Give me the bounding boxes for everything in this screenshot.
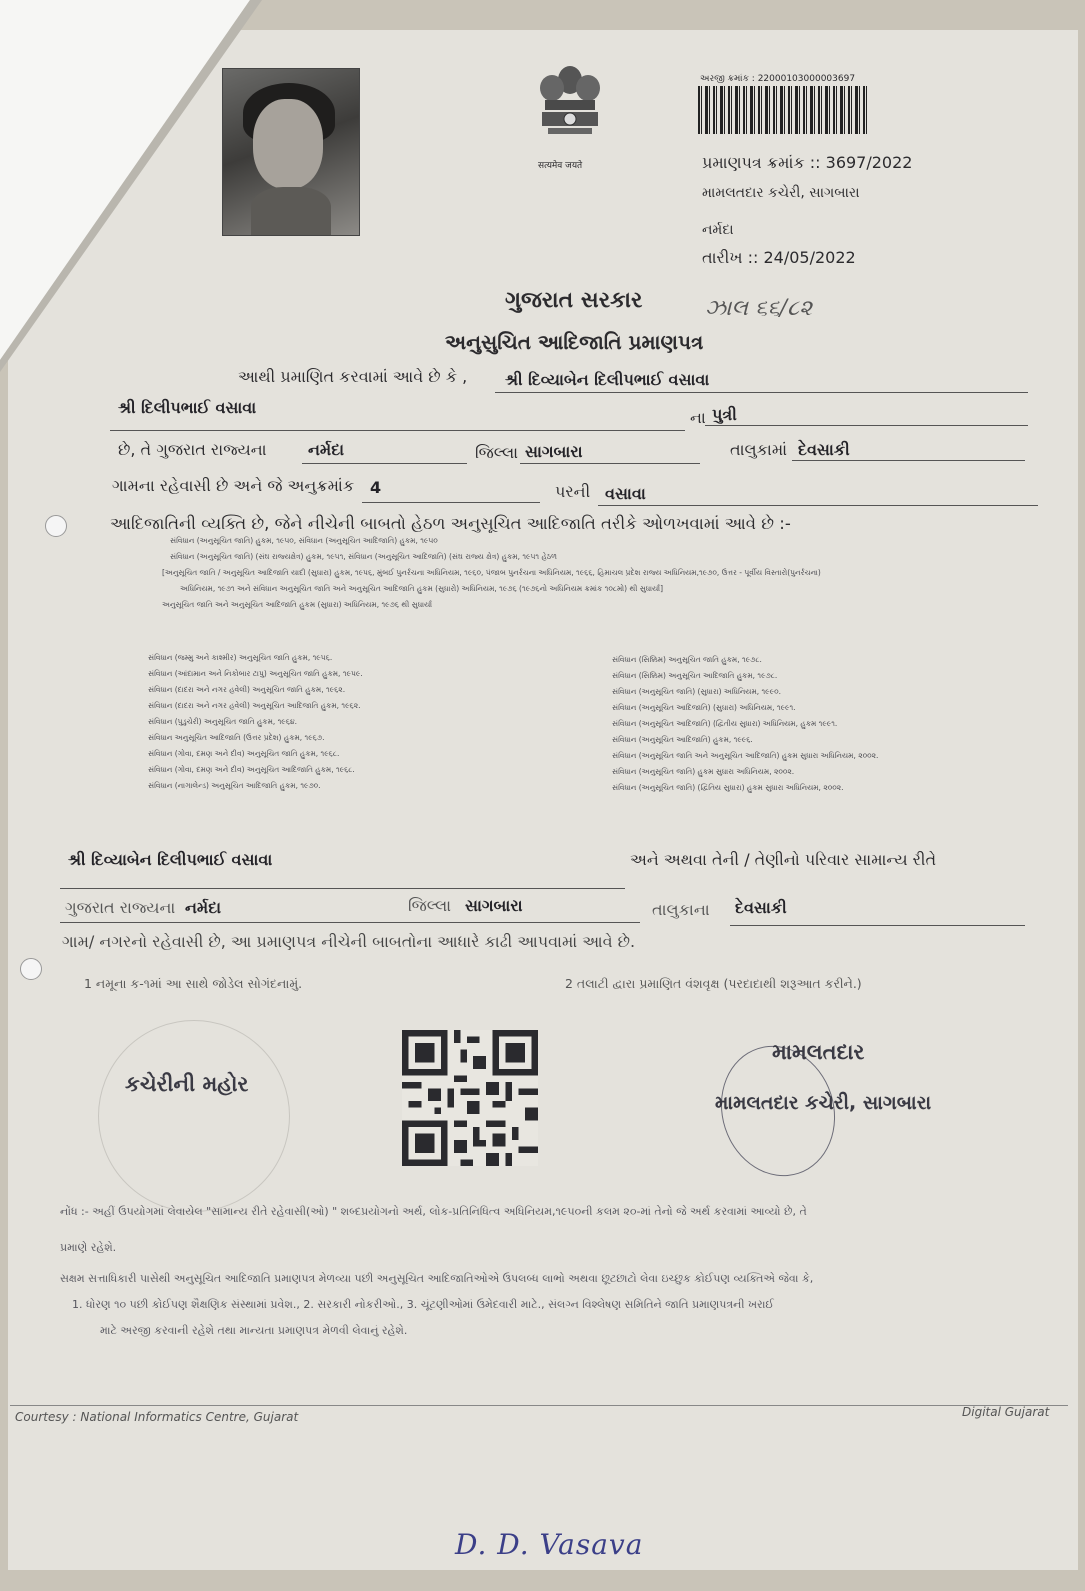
qr-code [402,1025,538,1171]
act-item: સંવિધાન (અનુસૂચિત જાતિ) હુકમ સુધારા અધિનિયમ, ૨૦૦૨. [612,767,795,776]
footer-divider [10,1405,1068,1406]
act-item: સંવિધાન (સિક્કિમ) અનુસૂચિત જાતિ હુકમ, ૧૯૭૮. [612,655,762,664]
acts-left-list [148,650,363,794]
acts-top-list [162,533,821,613]
courtesy-text: Courtesy : National Informatics Centre, Gujarat [15,1410,299,1424]
underline [598,505,1038,506]
taluka2-label: તાલુકાના [652,900,710,919]
underline [60,888,625,889]
office-seal-label: કચેરીની મહોર [125,1072,249,1096]
national-emblem-icon [530,62,610,157]
act-item: સંવિધાન (અનુસૂચિત જાતિ) (દ્વિતિય સુધારા) હુકમ સુધારા અધિનિયમ, ૨૦૦૨. [612,783,844,792]
underline [60,922,640,923]
underline [730,925,1025,926]
relation-label: ના [690,408,706,427]
note-line: માટે અરજી કરવાની રહેશે તથા માન્યતા પ્રમાણપત્ર મેળવી લેવાનું રહેશે. [100,1324,408,1337]
government-heading: ગુજરાત સરકાર [505,288,643,313]
note-line: નોંધ :- અહીં ઉપયોગમાં લેવાયેલ "સામાન્ય રીતે રહેવાસી(ઓ) " શબ્દપ્રયોગનો અર્થ, લોક-પ્રતિનિધિત્વ અધિનિયમ,૧૯૫૦ની કલમ ૨૦-માં તેનો જે અર્થ કરવામાં આવ્યો છે, તે [60,1205,807,1218]
district-label: જિલ્લા [475,443,519,462]
handwritten-signature: D. D. Vasava [455,1528,644,1561]
basis-item-1: 1 નમૂના ક-૧માં આ સાથે જોડેલ સોગંદનામું. [84,976,303,991]
act-item: સંવિધાન અનુસૂચિત આદિજાતિ (ઉત્તર પ્રદેશ) હુકમ, ૧૯૬૭. [148,733,325,742]
village2-value: દેવસાકી [735,898,787,917]
emblem-motto: सत्यमेव जयते [538,161,583,171]
underline [302,463,467,464]
act-item: સંવિધાન (જમ્મુ અને કાશ્મીર) અનુસૂચિત જાતિ હુકમ, ૧૯૫૬. [148,653,333,662]
application-number: અરજી ક્રમાંક : 22000103000003697 [700,74,856,84]
act-item: અનુસૂચિત જાતિ અને અનુસૂચિત આદિજાતિ હુકમ (સુધારા) અધિનિયમ, ૧૯૭૬ થી સુધાર્યા [162,600,433,609]
signatory-office: મામલતદાર કચેરી, સાગબારા [715,1092,932,1114]
state2-label: ગુજરાત રાજ્યના [65,898,176,917]
punch-hole [45,515,67,537]
act-item: સંવિધાન (અનુસૂચિત જાતિ) (સંઘ રાજ્યક્ષેત્ર) હુકમ, ૧૯૫૧, સંવિધાન (અનુસૂચિત આદિજાતિ) (સંઘ રાજ્ય ક્ષેત્ર) હુકમ, ૧૯૫૧ હેઠળ [170,552,558,561]
tribe-name: વસાવા [605,484,646,503]
act-item: સંવિધાન (અનુસૂચિત જાતિ) (સુધારા) અધિનિયમ, ૧૯૯૦. [612,687,781,696]
act-item: સંવિધાન (અનુસૂચિત જાતિ અને અનુસૂચિત આદિજાતિ) હુકમ સુધારા અધિનિયમ, ૨૦૦૨. [612,751,879,760]
basis-line: ગામ/ નગરનો રહેવાસી છે, આ પ્રમાણપત્ર નીચેની બાબતોના આધારે કાઢી આપવામાં આવે છે. [62,932,636,951]
tribe-recognition-line: આદિજાતિની વ્યક્તિ છે, જેને નીચેની બાબતો હેઠળ અનુસૂચિત આદિજાતિ તરીકે ઓળખવામાં આવે છે :- [110,514,791,533]
certificate-number-label: પ્રમાણપત્ર ક્રમાંક [702,153,805,172]
holder-name-2: શ્રી દિવ્યાબેન દિલીપભાઈ વસાવા [68,850,273,869]
note-line: પ્રમાણે રહેશે. [60,1241,117,1254]
act-item: સંવિધાન (સિક્કિમ) અનુસૂચિત આદિજાતિ હુકમ, ૧૯૭૮. [612,671,778,680]
note-line: 1. ધોરણ ૧૦ પછી કોઈપણ શૈક્ષણિક સંસ્થામાં પ્રવેશ., 2. સરકારી નોકરીઓ., 3. ચૂંટણીઓમાં ઉમેદવારી માટે., સંલગ્ન વિશ્લેષણ સમિતિને જાતિ પ્રમાણપત્રની ખરાઈ [72,1298,774,1311]
resident-prefix: ગામના રહેવાસી છે અને જે અનુક્રમાંક [112,476,355,495]
certificate-title: અનુસુચિત આદિજાતિ પ્રમાણપત્ર [445,330,704,354]
issuing-office: મામલતદાર કચેરી, સાગબારા [702,185,860,201]
basis-item-2: 2 તલાટી દ્વારા પ્રમાણિત વંશવૃક્ષ (પરદાદાથી શરૂઆત કરીને.) [565,976,862,991]
holder-name: શ્રી દિવ્યાબેન દિલીપભાઈ વસાવા [505,370,710,389]
seal-ring [98,1020,290,1212]
taluka-value: સાગબારા [525,442,583,461]
applicant-photo [222,68,360,236]
underline [792,460,1025,461]
serial-number: 4 [370,478,382,497]
taluka2-value: સાગબારા [465,896,523,915]
officer-signature: ઝાલ ૬૬/૮૨ [705,296,813,321]
act-item: સંવિધાન (પુડુચેરી) અનુસૂચિત જાતિ હુકમ, ૧૯૬૪. [148,717,297,726]
family-text: અને અથવા તેની / તેણીનો પરિવાર સામાન્ય રીતે [630,850,937,869]
act-item: અધિનિયમ, ૧૯૭૧ અને સંવિધાન અનુસૂચિત જાતિ અને અનુસૂચિત આદિજાતિ હુકમ (સુધારો) અધિનિયમ, ૧૯૭૬ (૧૯૭૬નો અધિનિયમ ક્રમાંક ૧૦૮મો) થી સુધાર્યા] [180,584,664,593]
act-item: સંવિધાન (અનુસૂચિત આદિજાતિ) (સુધારા) અધિનિયમ, ૧૯૯૧. [612,703,796,712]
signatory-title: મામલતદાર [772,1040,865,1064]
note-line: સક્ષમ સત્તાધિકારી પાસેથી અનુસૂચિત આદિજાતિ પ્રમાણપત્ર મેળવ્યા પછી અનુસૂચિત આદિજાતિઓએ ઉપલબ્ધ લાભો અથવા છૂટછાટો લેવા ઇચ્છુક કોઈપણ વ્યક્તિએ જેવા કે, [60,1272,814,1285]
act-item: સંવિધાન (અનુસૂચિત આદિજાતિ) હુકમ, ૧૯૯૬. [612,735,753,744]
issue-date: 24/05/2022 [763,248,856,267]
village-value: દેવસાકી [798,440,850,459]
taluka-label: તાલુકામાં [730,440,788,459]
act-item: સંવિધાન (અનુસૂચિત જાતિ) હુકમ, ૧૯૫૦, સંવિધાન (અનુસૂચિત આદિજાતિ) હુકમ, ૧૯૫૦ [170,536,438,545]
par-label: પરની [555,482,591,501]
state-prefix: છે, તે ગુજરાત રાજ્યના [118,440,267,459]
act-item: સંવિધાન (દાદરા અને નગર હવેલી) અનુસૂચિત આદિજાતિ હુકમ, ૧૯૬૨. [148,701,361,710]
issue-date-row [702,248,856,268]
digital-gujarat-text: Digital Gujarat [962,1405,1050,1419]
underline [110,430,685,431]
certify-prefix: આથી પ્રમાણિત કરવામાં આવે છે કે , [238,367,468,386]
father-name: શ્રી દિલીપભાઈ વસાવા [118,398,257,417]
district2-label: જિલ્લા [408,896,452,915]
acts-right-list [612,652,878,796]
act-item: સંવિધાન (નાગાલેન્ડ) અનુસૂચિત આદિજાતિ હુકમ, ૧૯૭૦. [148,781,321,790]
underline [520,463,700,464]
certificate-number-row [702,153,912,173]
underline [495,392,1028,393]
issue-date-label: તારીખ :: [702,248,759,267]
act-item: સંવિધાન (ગોવા, દમણ અને દીવ) અનુસૂચિત જાતિ હુકમ, ૧૯૬૮. [148,749,340,758]
district-value: નર્મદા [308,440,345,459]
certificate-number: :: 3697/2022 [809,153,913,172]
act-item: સંવિધાન (અનુસૂચિત આદિજાતિ) (દ્વિતીય સુધારા) અધિનિયમ, હુકમ ૧૯૯૧. [612,719,838,728]
act-item: સંવિધાન (દાદરા અને નગર હવેલી) અનુસૂચિત જાતિ હુકમ, ૧૯૬૨. [148,685,346,694]
underline [705,425,1028,426]
barcode [698,86,870,134]
issuing-district: નર્મદા [702,222,734,238]
act-item: [અનુસૂચિત જાતિ / અનુસૂચિત આદિજાતિ યાદી (સુધારા) હુકમ, ૧૯૫૬, મુંબઈ પુનર્રચના અધિનિયમ, ૧૯૬૦, પંજાબ પુનર્રચના અધિનિયમ, ૧૯૬૬, હિમાચલ પ્રદેશ રાજ્ય અધિનિયમ,૧૯૭૦, ઉત્તર - પૂર્વીય વિસ્તારો(પુનર્રચના) [162,568,821,577]
act-item: સંવિધાન (આંદામાન અને નિકોબાર ટાપુ) અનુસૂચિત જાતિ હુકમ, ૧૯૫૯. [148,669,363,678]
punch-hole [20,958,42,980]
district2-value: નર્મદા [185,898,222,917]
act-item: સંવિધાન (ગોવા, દમણ અને દીવ) અનુસૂચિત આદિજાતિ હુકમ, ૧૯૬૮. [148,765,355,774]
relation: પુત્રી [712,405,737,424]
underline [362,502,540,503]
